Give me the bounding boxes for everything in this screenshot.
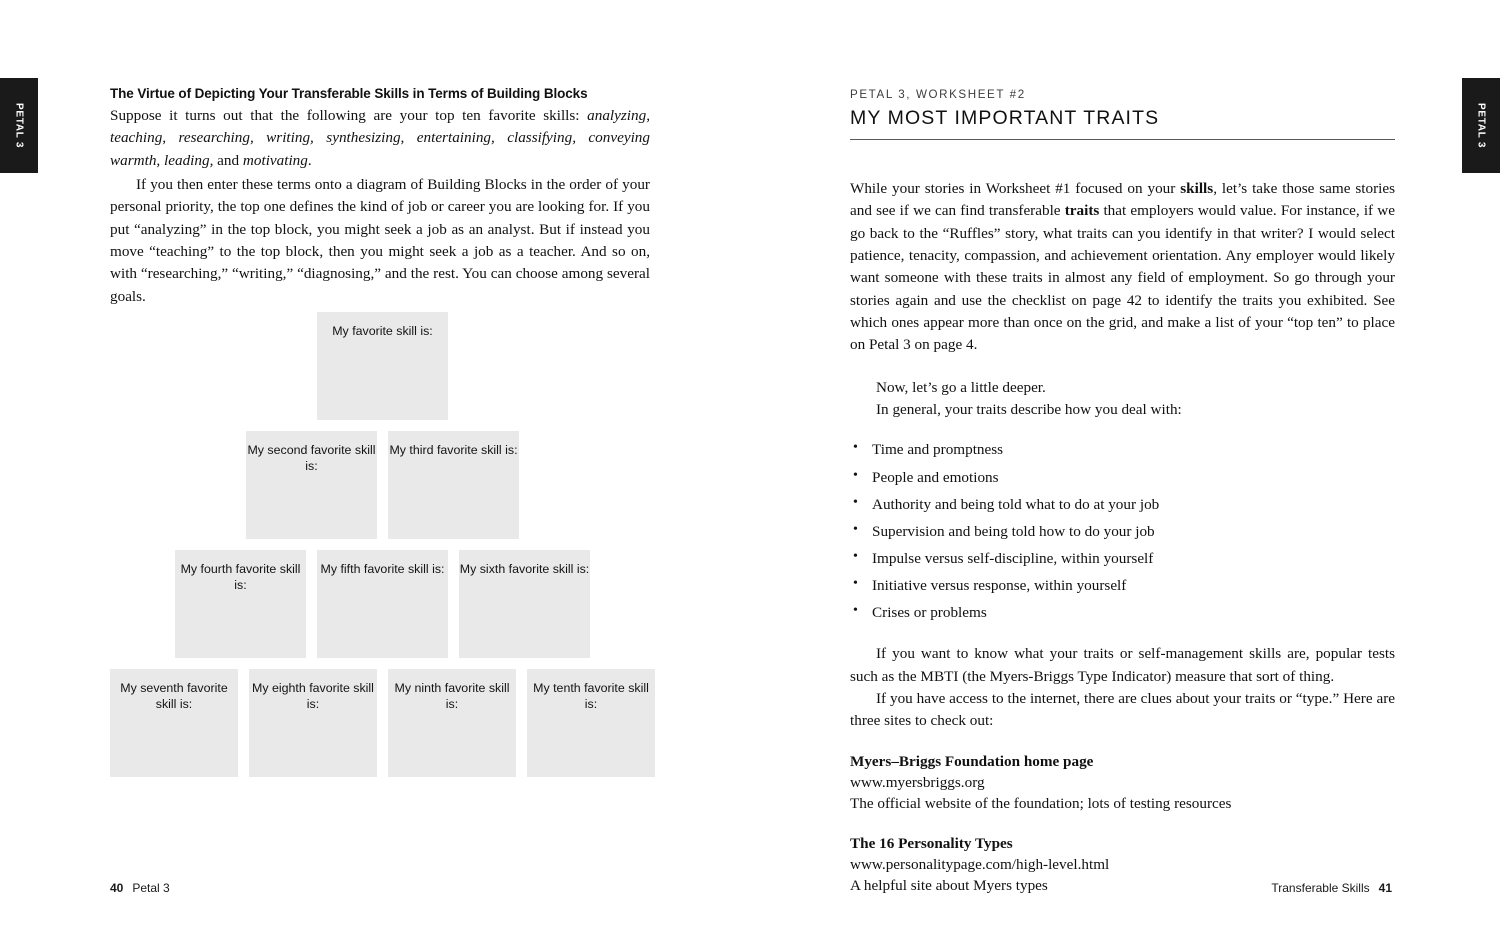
right-paragraph-1-a: While your stories in Worksheet #1 focused on your	[850, 180, 1181, 197]
blocks-row-2	[110, 431, 655, 539]
block-third-favorite-skill[interactable]: My third favorite skill is:	[388, 431, 519, 539]
right-page-content	[850, 88, 1395, 897]
petal-tab-right-label: PETAL 3	[1475, 102, 1487, 149]
block-second-favorite-skill[interactable]: My second favorite skill is:	[246, 431, 377, 539]
right-paragraph-1-traits-bold: traits	[1064, 202, 1100, 220]
block-eighth-favorite-skill[interactable]: My eighth favorite skill is:	[249, 669, 377, 777]
blocks-row-4	[110, 669, 655, 777]
building-blocks-diagram	[110, 312, 655, 788]
site-name: The 16 Personality Types	[850, 834, 1013, 852]
left-paragraph-1	[110, 105, 650, 172]
site-myers-briggs-foundation	[850, 753, 1395, 815]
right-paragraph-1-c: , let’s take those same stories and see if we can find transferable	[850, 180, 1395, 220]
petal-tab-left	[0, 78, 38, 173]
worksheet-kicker: PETAL 3, WORKSHEET #2	[850, 88, 1026, 101]
left-paragraph-2: If you then enter these terms onto a diagram of Building Blocks in the order of your personal priority, the top one defines the kind of job or career you are looking for. If you put “analyzing” in the top block, you might seek a job as an analyst. But if instead you move “teaching” to the top block, then you might seek a job as a teacher. And so on, with “researching,” “writing,” “diagnosing,” and the rest. You can choose among several goals.	[110, 176, 650, 305]
list-item: • Impulse versus self-discipline, within yourself	[850, 548, 1395, 569]
left-paragraph-1-skill-last: motivating	[242, 151, 308, 169]
blocks-row-3	[110, 550, 655, 658]
site-url[interactable]: www.personalitypage.com/high-level.html	[850, 855, 1110, 873]
block-fifth-favorite-skill[interactable]: My fifth favorite skill is:	[317, 550, 448, 658]
left-page-number: 40	[110, 881, 124, 895]
site-name: Myers–Briggs Foundation home page	[850, 752, 1094, 770]
right-paragraph-5: If you have access to the internet, there are clues about your traits or “type.” Here are three sites to check out:	[850, 690, 1395, 730]
list-item: • Authority and being told what to do at your job	[850, 494, 1395, 515]
right-paragraph-2: Now, let’s go a little deeper.	[876, 378, 1046, 396]
right-paragraph-4: If you want to know what your traits or self-management skills are, popular tests such as the MBTI (the Myers-Briggs Type Indicator) measure that sort of thing.	[850, 645, 1395, 685]
right-paragraph-1-e: that employers would value. For instance, if we go back to the “Ruffles” story, what traits can you identify in that writer? I would select patience, tenacity, compassion, and achievement orientation. Any employer would likely want someone with these traits in almost any field of employment. So go through your stories again and use the checklist on page 42 to identify the traits you exhibited. See which ones appear more than once on the grid, and make a list of your “top ten” to place on Petal 3 on page 4.	[850, 202, 1395, 354]
list-item: • Crises or problems	[850, 602, 1395, 623]
left-paragraph-1-conj: and	[213, 151, 243, 169]
left-footer-label: Petal 3	[132, 881, 170, 895]
left-paragraph-1-period: .	[307, 151, 312, 169]
left-paragraph-1-lead: Suppose it turns out that the following are your top ten favorite skills:	[110, 107, 588, 124]
site-description: The official website of the foundation; lots of testing resources	[850, 795, 1232, 813]
block-seventh-favorite-skill[interactable]: My seventh favorite skill is:	[110, 669, 238, 777]
petal-tab-right	[1462, 78, 1500, 173]
left-page-footer	[110, 881, 170, 895]
right-paragraph-3: In general, your traits describe how you deal with:	[876, 401, 1182, 419]
left-paragraph-1-skills: analyzing, teaching, researching, writing, synthesizing, entertaining, classifying, conveying warmth, leading,	[110, 107, 650, 169]
list-item: • People and emotions	[850, 467, 1395, 488]
site-description: A helpful site about Myers types	[850, 877, 1048, 895]
petal-tab-left-label: PETAL 3	[13, 102, 25, 149]
worksheet-title: MY MOST IMPORTANT TRAITS	[850, 107, 1160, 129]
right-page-number: 41	[1378, 881, 1392, 895]
block-sixth-favorite-skill[interactable]: My sixth favorite skill is:	[459, 550, 590, 658]
right-footer-label: Transferable Skills	[1271, 881, 1370, 895]
blocks-row-1	[110, 312, 655, 420]
list-item: • Supervision and being told how to do your job	[850, 521, 1395, 542]
right-paragraph-1-skills-bold: skills	[1180, 180, 1214, 197]
site-url[interactable]: www.myersbriggs.org	[850, 773, 985, 791]
list-item: • Time and promptness	[850, 439, 1395, 460]
right-paragraph-1	[850, 178, 1395, 357]
block-tenth-favorite-skill[interactable]: My tenth favorite skill is:	[527, 669, 655, 777]
traits-bullet-list	[850, 439, 1395, 623]
title-divider	[850, 139, 1395, 140]
list-item: • Initiative versus response, within yourself	[850, 575, 1395, 596]
block-ninth-favorite-skill[interactable]: My ninth favorite skill is:	[388, 669, 516, 777]
right-page-footer	[1271, 881, 1392, 895]
left-page-content	[110, 86, 650, 308]
block-favorite-skill[interactable]: My favorite skill is:	[317, 312, 448, 420]
left-page-heading: The Virtue of Depicting Your Transferable Skills in Terms of Building Blocks	[110, 86, 588, 101]
block-fourth-favorite-skill[interactable]: My fourth favorite skill is:	[175, 550, 306, 658]
